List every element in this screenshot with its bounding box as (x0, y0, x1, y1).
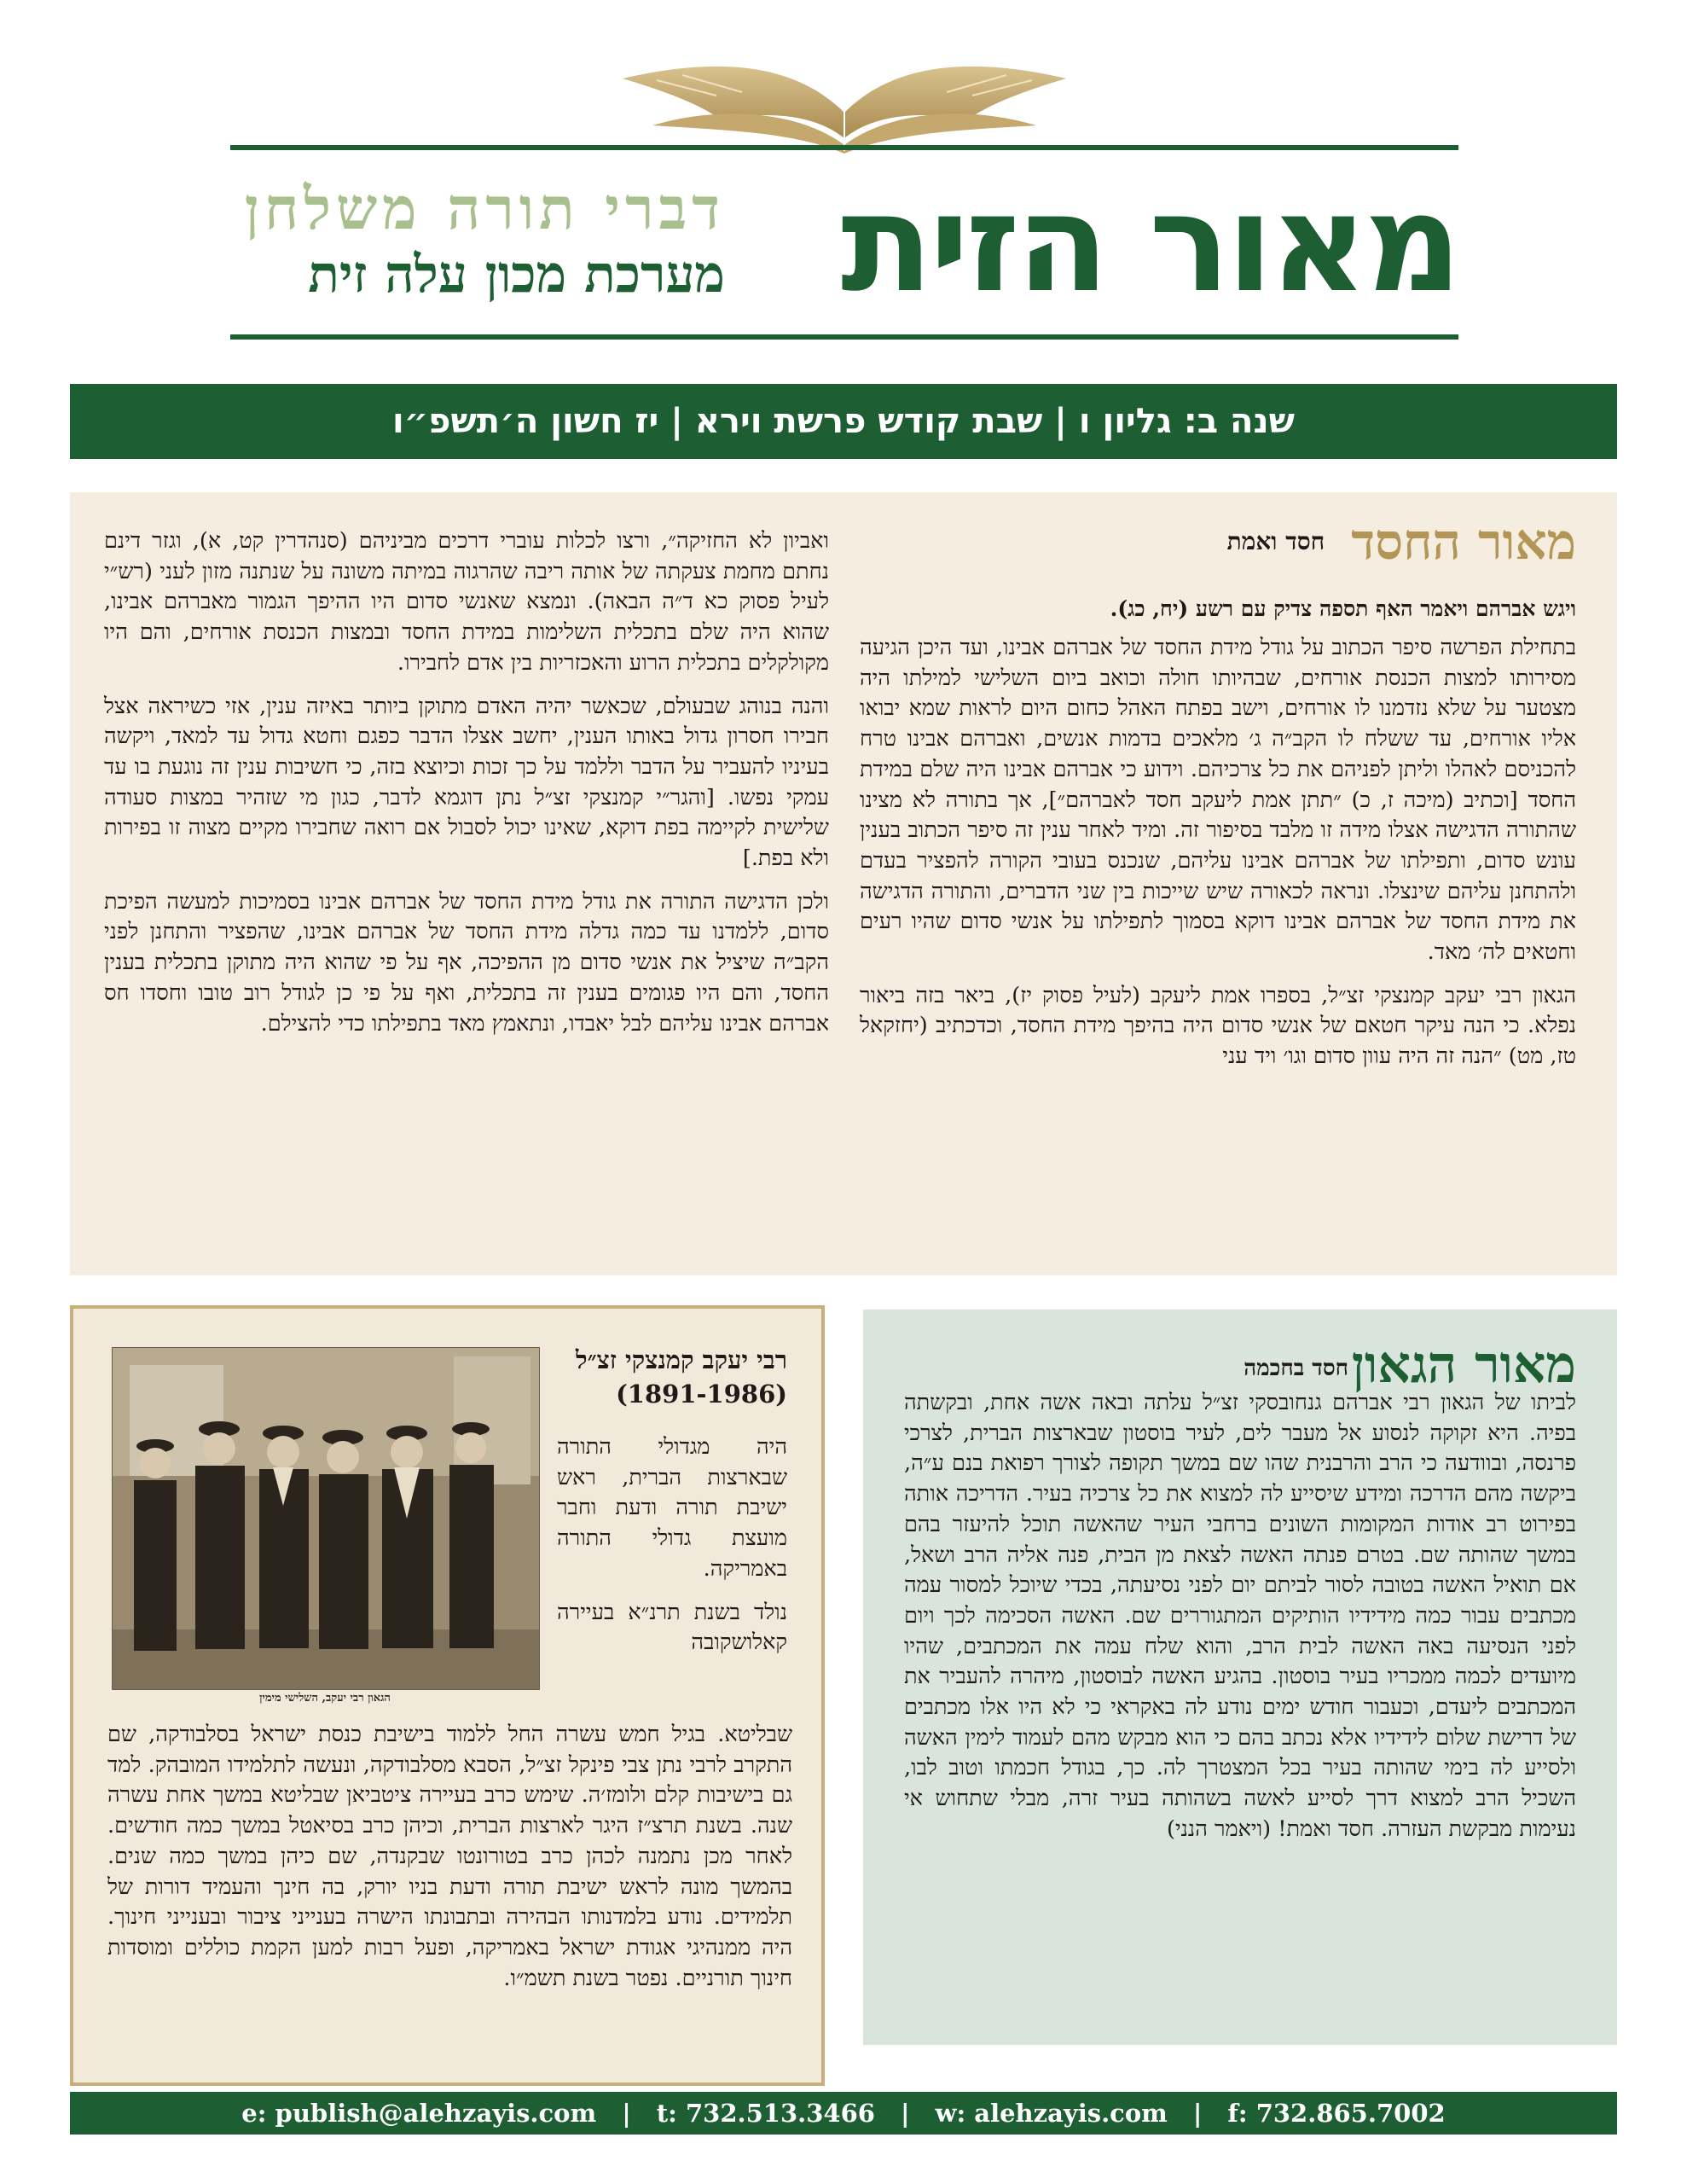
photo-caption: הגאון רבי יעקב, השלישי מימין (259, 1692, 391, 1705)
masthead-tagline-1: דברי תורה משלחן (244, 175, 725, 243)
biography-column-top (557, 1432, 787, 1722)
paragraph: והנה בנוהג שבעולם, שכאשר יהיה האדם מתוקן ביותר באיזה ענין, אזי כשיראה אצל חבירו חסרון גדול באותו הענין, יחשב אצלו הדבר כפגם וחטא גדול עד למאד, ויקשה בעיניו להעביר על הדבר וללמד על כך זכות וכיוצא בזה, כי חשיבות ענין זה נוגעת בו עד עמקי נפשו. [והגר״י קמנצקי זצ״ל נתן דוגמא לדבר, כגון מי שזהיר במצות סעודה שלישית לקיימה בפת דוקא, שאינו יכול לסבול אם רואה שחבירו מקיים מצוה זו בפירות ולא בפת.] (104, 693, 829, 872)
article-chesed-header (860, 513, 1576, 571)
footer-website[interactable]: w: alehzayis.com (935, 2099, 1168, 2128)
biography-column-bottom (107, 1720, 792, 2061)
paragraph: נולד בשנת תרנ״א בעיירה קאלושקובה (557, 1599, 787, 1656)
article-gaon-subtitle: חסד בחכמה (1244, 1356, 1348, 1381)
section-title-chesed: מאור החסד (1351, 513, 1576, 571)
article-chesed-column-right (860, 633, 1576, 1260)
article-chesed-column-left (104, 526, 829, 1260)
historical-group-photo (112, 1347, 540, 1690)
article-gaon (863, 1310, 1617, 2045)
article-biography (70, 1305, 825, 2086)
footer-separator: | (900, 2099, 910, 2128)
footer-email[interactable]: e: publish@alehzayis.com (241, 2099, 597, 2128)
paragraph: הגאון רבי יעקב קמנצקי זצ״ל, בספרו אמת ליעקב (לעיל פסוק יז), ביאר בזה ביאור נפלא. כי הנה עיקר חטאם של אנשי סדום היה בהיפך מידת החסד, וכדכתיב (יחזקאל טז, מט) ״הנה זה היה עוון סדום וגו׳ ויד עני (860, 982, 1576, 1070)
masthead-top-rule (230, 145, 1458, 150)
article-chesed (70, 492, 1617, 1275)
article-chesed-subtitle: חסד ואמת (1226, 527, 1325, 555)
masthead-tagline-2: מערכת מכון עלה זית (308, 245, 725, 305)
section-title-gaon: מאור הגאון (1351, 1335, 1576, 1395)
footer-phone[interactable]: t: 732.513.3466 (656, 2099, 875, 2128)
footer-separator: | (622, 2099, 631, 2128)
paragraph: בתחילת הפרשה סיפר הכתוב על גודל מידת החסד של אברהם אבינו, ועד היכן הגיעה מסירותו למצות הכנסת אורחים, שבהיותו חולה וכואב ביום השלישי למילתו היה מצטער על שלא נזדמנו לו אורחים, וישב בפתח האהל כחום היום לראות שמא יבואו אליו אורחים, עד ששלח לו הקב״ה ג׳ מלאכים בדמות אנשים, ואברהם אבינו טרח להכניסם לאהלו וליתן לפניהם את כל צרכיהם. וידוע כי אברהם אבינו היה שלם במידת החסד [וכתיב (מיכה ז, כ) ״תתן אמת ליעקב חסד לאברהם״], אך בתורה לא מצינו שהתורה הדגישה אצלו מידה זו מלבד בסיפור זה. ומיד לאחר ענין זה סיפר הכתוב בענין עונש סדום, ותפילתו של אברהם אבינו עליהם, שנכנס בעובי הקורה להפציר בעדם ולהתחנן עליהם שינצלו. ונראה לכאורה שיש שייכות בין שני הדברים, והתורה הדגישה את מידת החסד של אברהם אבינו דוקא בסמוך לתפילתו על אנשי סדום שהיו רעים וחטאים לה׳ מאד. (860, 635, 1576, 966)
footer-fax: f: 732.865.7002 (1227, 2099, 1446, 2128)
paragraph: ולכן הדגישה התורה את גודל מידת החסד של אברהם אבינו בסמיכות למעשה הפיכת סדום, ללמדנו עד כמה גדלה מידת החסד של אברהם אבינו, שהפציר והתחנן לפני הקב״ה שיציל את אנשי סדום מן ההפיכה, אף על פי שהוא היה מתוקן בתכלית בענין החסד, והם היו פגומים בענין זה בתכלית, ואף על פי כן לגודל רוב טובו וחסדו חס אברהם אבינו עליהם לבל יאבדו, ונתאמץ מאד בתפילתו כדי להצילם. (104, 888, 829, 1037)
open-book-logo (571, 44, 1117, 160)
paragraph: לביתו של הגאון רבי אברהם גנחובסקי זצ״ל עלתה ובאה אשה אחת, ובקשתה בפיה. היא זקוקה לנסוע אל מעבר לים, לעיר בוסטון שבארצות הברית, לצרכי פרנסה, ובוודעה כי הרב והרבנית שהו שם במשך תקופה לצורך רפואת בנם ע״ה, ביקשה מהם הדרכה ומידע שיסייע לה למצוא את כל צרכיה בעיר. הדריכה אותה בפירוט רב אודות המקומות השונים ברחבי העיר שהאשה תוכל להיעזר בהם במשך שהותה שם. בטרם פנתה האשה לצאת מן הבית, פנה אליה הרב ושאל, אם תואיל האשה בטובה לסור לביתם יום לפני נסיעתה, בכדי שיוכל למסור עמה מכתבים עבור כמה מידידיו הותיקים המתגוררים שם. האשה הסכימה לכך ויום לפני הנסיעה באה האשה לבית הרב, והוא שלח עמה את המכתבים, שהיו מיועדים לכמה ממכריו בעיר בוסטון. בהגיע האשה לבוסטון, מיהרה להעביר את המכתבים ליעדם, וכעבור חודש ימים נודע לה באקראי כי לא היו אלו מכתבים של דרישת שלום לידידיו אלא נכתב בהם כי הוא מבקש מהם לעמוד לימין האשה ולסייע לה בימי שהותה בעיר בכל המצטרך לה. כך, בגודל חכמתו וטוב לבו, השכיל הרב למצוא דרך לסייע לאשה בשהותה בעיר זרה, מבלי שתחוש אי נעימות מבקשת העזרה. חסד ואמת! (ויאמר הנני) (904, 1390, 1576, 1842)
masthead-bottom-rule (230, 334, 1458, 340)
biography-title: רבי יעקב קמנצקי זצ״ל (1891-1986) (576, 1345, 787, 1409)
newsletter-title: מאור הזית (841, 166, 1458, 322)
paragraph: ואביון לא החזיקה״, ורצו לכלות עוברי דרכים מביניהם (סנהדרין קט, א), וגזר דינם נחתם מחמת צעקתה של אותה ריבה שהרגוה במיתה משונה על שנתנה מזון לעני (רש״י לעיל פסוק כא ד״ה הבאה). ונמצא שאנשי סדום היו ההיפך הגמור מאברהם אבינו, שהוא היה שלם בתכלית השלימות במידת החסד ובמצות הכנסת אורחים, והם היו מקולקלים בתכלית הרוע והאכזריות בין אדם לחבירו. (104, 528, 829, 676)
paragraph: שבליטא. בגיל חמש עשרה החל ללמוד בישיבת כנסת ישראל בסלבודקה, שם התקרב לרבי נתן צבי פינקל זצ״ל, הסבא מסלבודקה, ונעשה לתלמידו המובהק. למד גם בישיבות קלם ולומז׳ה. שימש כרב בעיירה ציטביאן שבליטא במשך אחת עשרה שנה. בשנת תרצ״ז היגר לארצות הברית, וכיהן כרב בסיאטל במשך כמה חודשים. לאחר מכן נתמנה לכהן כרב בטורונטו שבקנדה, שם כיהן במשך כמה שנים. בהמשך מונה לראש ישיבת תורה ודעת בניו יורק, בה חינך והעמיד דורות של תלמידים. נודע בלמדנותו הבהירה ובתבונתו הישרה בענייני ציבור ובענייני חינוך. היה ממנהיגי אגודת ישראל באמריקה, ופעל רבות למען הקמת כוללים ומוסדות חינוך תורניים. נפטר בשנת תשמ״ו. (107, 1722, 792, 1991)
article-gaon-body (904, 1388, 1576, 2032)
paragraph: היה מגדולי התורה שבארצות הברית, ראש ישיבת תורה ודעת וחבר מועצת גדולי התורה באמריקה. (557, 1434, 787, 1582)
article-chesed-quote: ויגש אברהם ויאמר האף תספה צדיק עם רשע (יח, כג). (1110, 596, 1576, 621)
contact-footer (70, 2092, 1617, 2135)
issue-banner: שנה ב: גליון ו | שבת קודש פרשת וירא | יז חשון ה׳תשפ״ו (70, 384, 1617, 459)
footer-separator: | (1192, 2099, 1203, 2128)
